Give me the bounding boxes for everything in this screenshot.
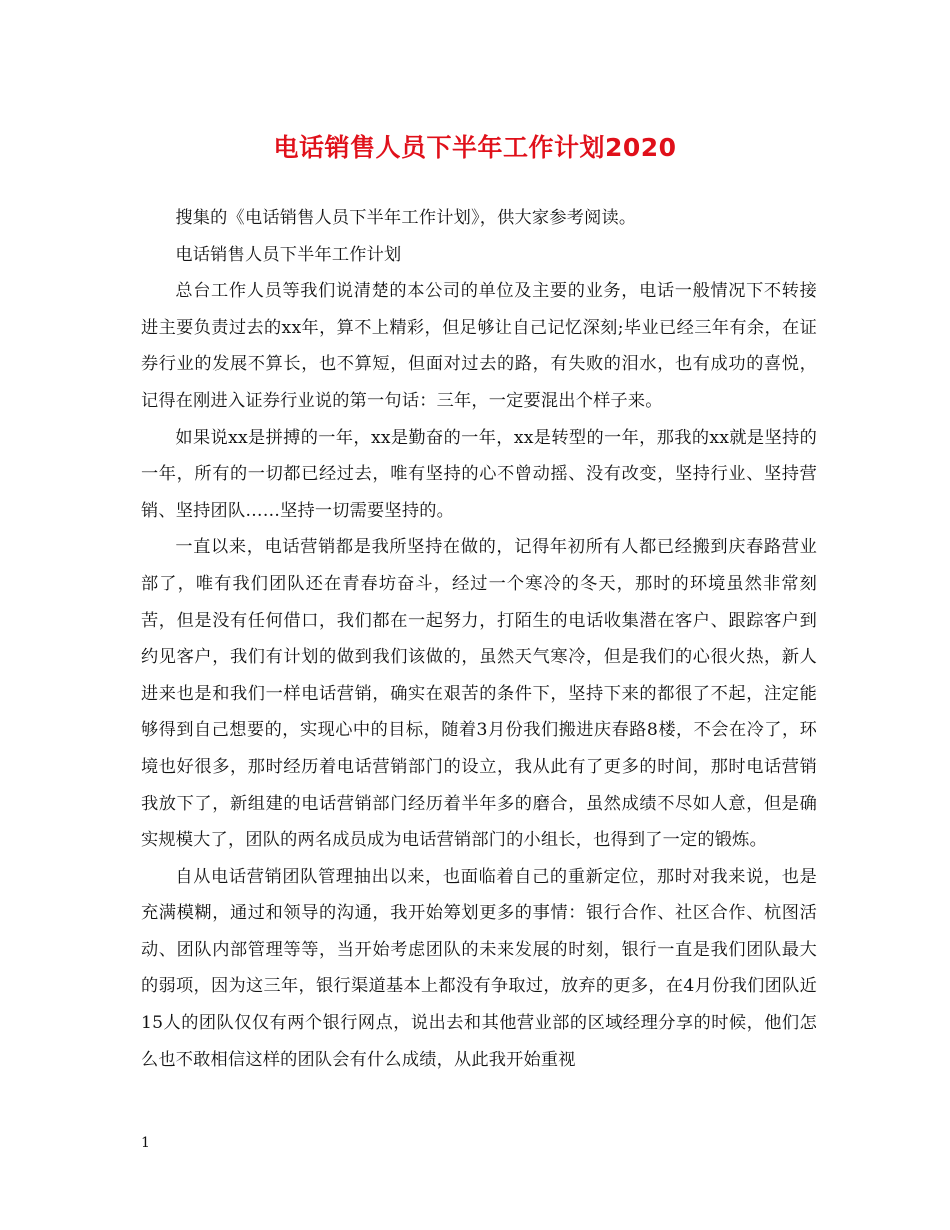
paragraph: 总台工作人员等我们说清楚的本公司的单位及主要的业务，电话一般情况下不转接进主要负责过去的xx年，算不上精彩，但足够让自己记忆深刻;毕业已经三年有余，在证券行业的发展不算长，也不算短，但面对过去的路，有失败的泪水，也有成功的喜悦，记得在刚进入证券行业说的第一句话：三年，一定要混出个样子来。 (141, 281, 817, 411)
paragraph: 如果说xx是拼搏的一年，xx是勤奋的一年，xx是转型的一年，那我的xx就是坚持的一年，所有的一切都已经过去，唯有坚持的心不曾动摇、没有改变，坚持行业、坚持营销、坚持团队……坚持一切需要坚持的。 (141, 427, 817, 521)
paragraph: 一直以来，电话营销都是我所坚持在做的，记得年初所有人都已经搬到庆春路营业部了，唯有我们团队还在青春坊奋斗，经过一个寒冷的冬天，那时的环境虽然非常刻苦，但是没有任何借口，我们都在一起努力，打陌生的电话收集潜在客户、跟踪客户到约见客户，我们有计划的做到我们该做的，虽然天气寒冷，但是我们的心很火热，新人进来也是和我们一样电话营销，确实在艰苦的条件下，坚持下来的都很了不起，注定能够得到自己想要的，实现心中的目标，随着3月份我们搬进庆春路8楼，不会在冷了，环境也好很多，那时经历着电话营销部门的设立，我从此有了更多的时间，那时电话营销我放下了，新组建的电话营销部门经历着半年多的磨合，虽然成绩不尽如人意，但是确实规模大了，团队的两名成员成为电话营销部门的小组长，也得到了一定的锻炼。 (141, 537, 817, 851)
document-title: 电话销售人员下半年工作计划2020 (273, 133, 677, 162)
paragraph: 自从电话营销团队管理抽出以来，也面临着自己的重新定位，那时对我来说，也是充满模糊，通过和领导的沟通，我开始筹划更多的事情：银行合作、社区合作、杭图活动、团队内部管理等等，当开始考虑团队的未来发展的时刻，银行一直是我们团队最大的弱项，因为这三年，银行渠道基本上都没有争取过，放弃的更多，在4月份我们团队近15人的团队仅仅有两个银行网点，说出去和其他营业部的区域经理分享的时候，他们怎么也不敢相信这样的团队会有什么成绩，从此我开始重视 (141, 866, 817, 1070)
document-body (141, 200, 817, 1078)
paragraph-subtitle: 电话销售人员下半年工作计划 (175, 244, 402, 265)
page-number: 1 (141, 1135, 150, 1151)
paragraph-intro: 搜集的《电话销售人员下半年工作计划》，供大家参考阅读。 (175, 208, 637, 228)
